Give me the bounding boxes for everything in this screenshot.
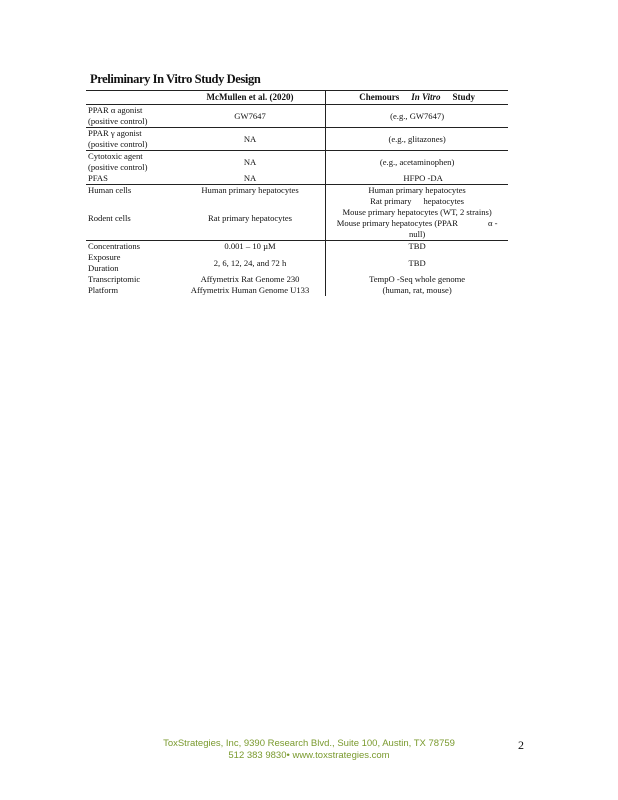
table-row: Cytotoxic agent (positive control) NA (e.g., acetaminophen) xyxy=(86,151,508,174)
table-row: Transcriptomic Platform Affymetrix Rat Genome 230 Affymetrix Human Genome U133 TempO -Seq whole genome (human, rat, mouse) xyxy=(88,274,466,295)
header-chemours: Chemours In Vitro Study xyxy=(326,91,508,105)
footer-contact: 512 383 9830• www.toxstrategies.com xyxy=(228,750,390,761)
study-design-table xyxy=(86,90,508,296)
table-row: Rodent cells Rat primary hepatocytes Rat primary hepatocytes Mouse primary hepatocytes (WT, 2 strains) Mouse primary hepatocytes (PPAR α - null) xyxy=(86,196,508,241)
footer-address: ToxStrategies, Inc, 9390 Research Blvd., Suite 100, Austin, TX 78759 xyxy=(163,738,455,749)
table-row: Exposure Duration 2, 6, 12, 24, and 72 h TBD xyxy=(88,252,426,273)
page-footer xyxy=(0,738,618,762)
table-row: Concentrations 0.001 – 10 µM TBD xyxy=(88,241,426,251)
table-row: PFAS NA HFPO -DA xyxy=(88,173,443,183)
table-row: Human cells Human primary hepatocytes Human primary hepatocytes xyxy=(86,185,508,197)
table-row: PPAR α agonist (positive control) GW7647 (e.g., GW7647) xyxy=(86,105,508,128)
page-number: 2 xyxy=(518,738,524,752)
table-header-row xyxy=(86,91,508,105)
header-mcmullen: McMullen et al. (2020) xyxy=(175,91,326,105)
page-title: Preliminary In Vitro Study Design xyxy=(90,72,261,86)
table-row: PPAR γ agonist (positive control) NA (e.g., glitazones) xyxy=(86,128,508,151)
